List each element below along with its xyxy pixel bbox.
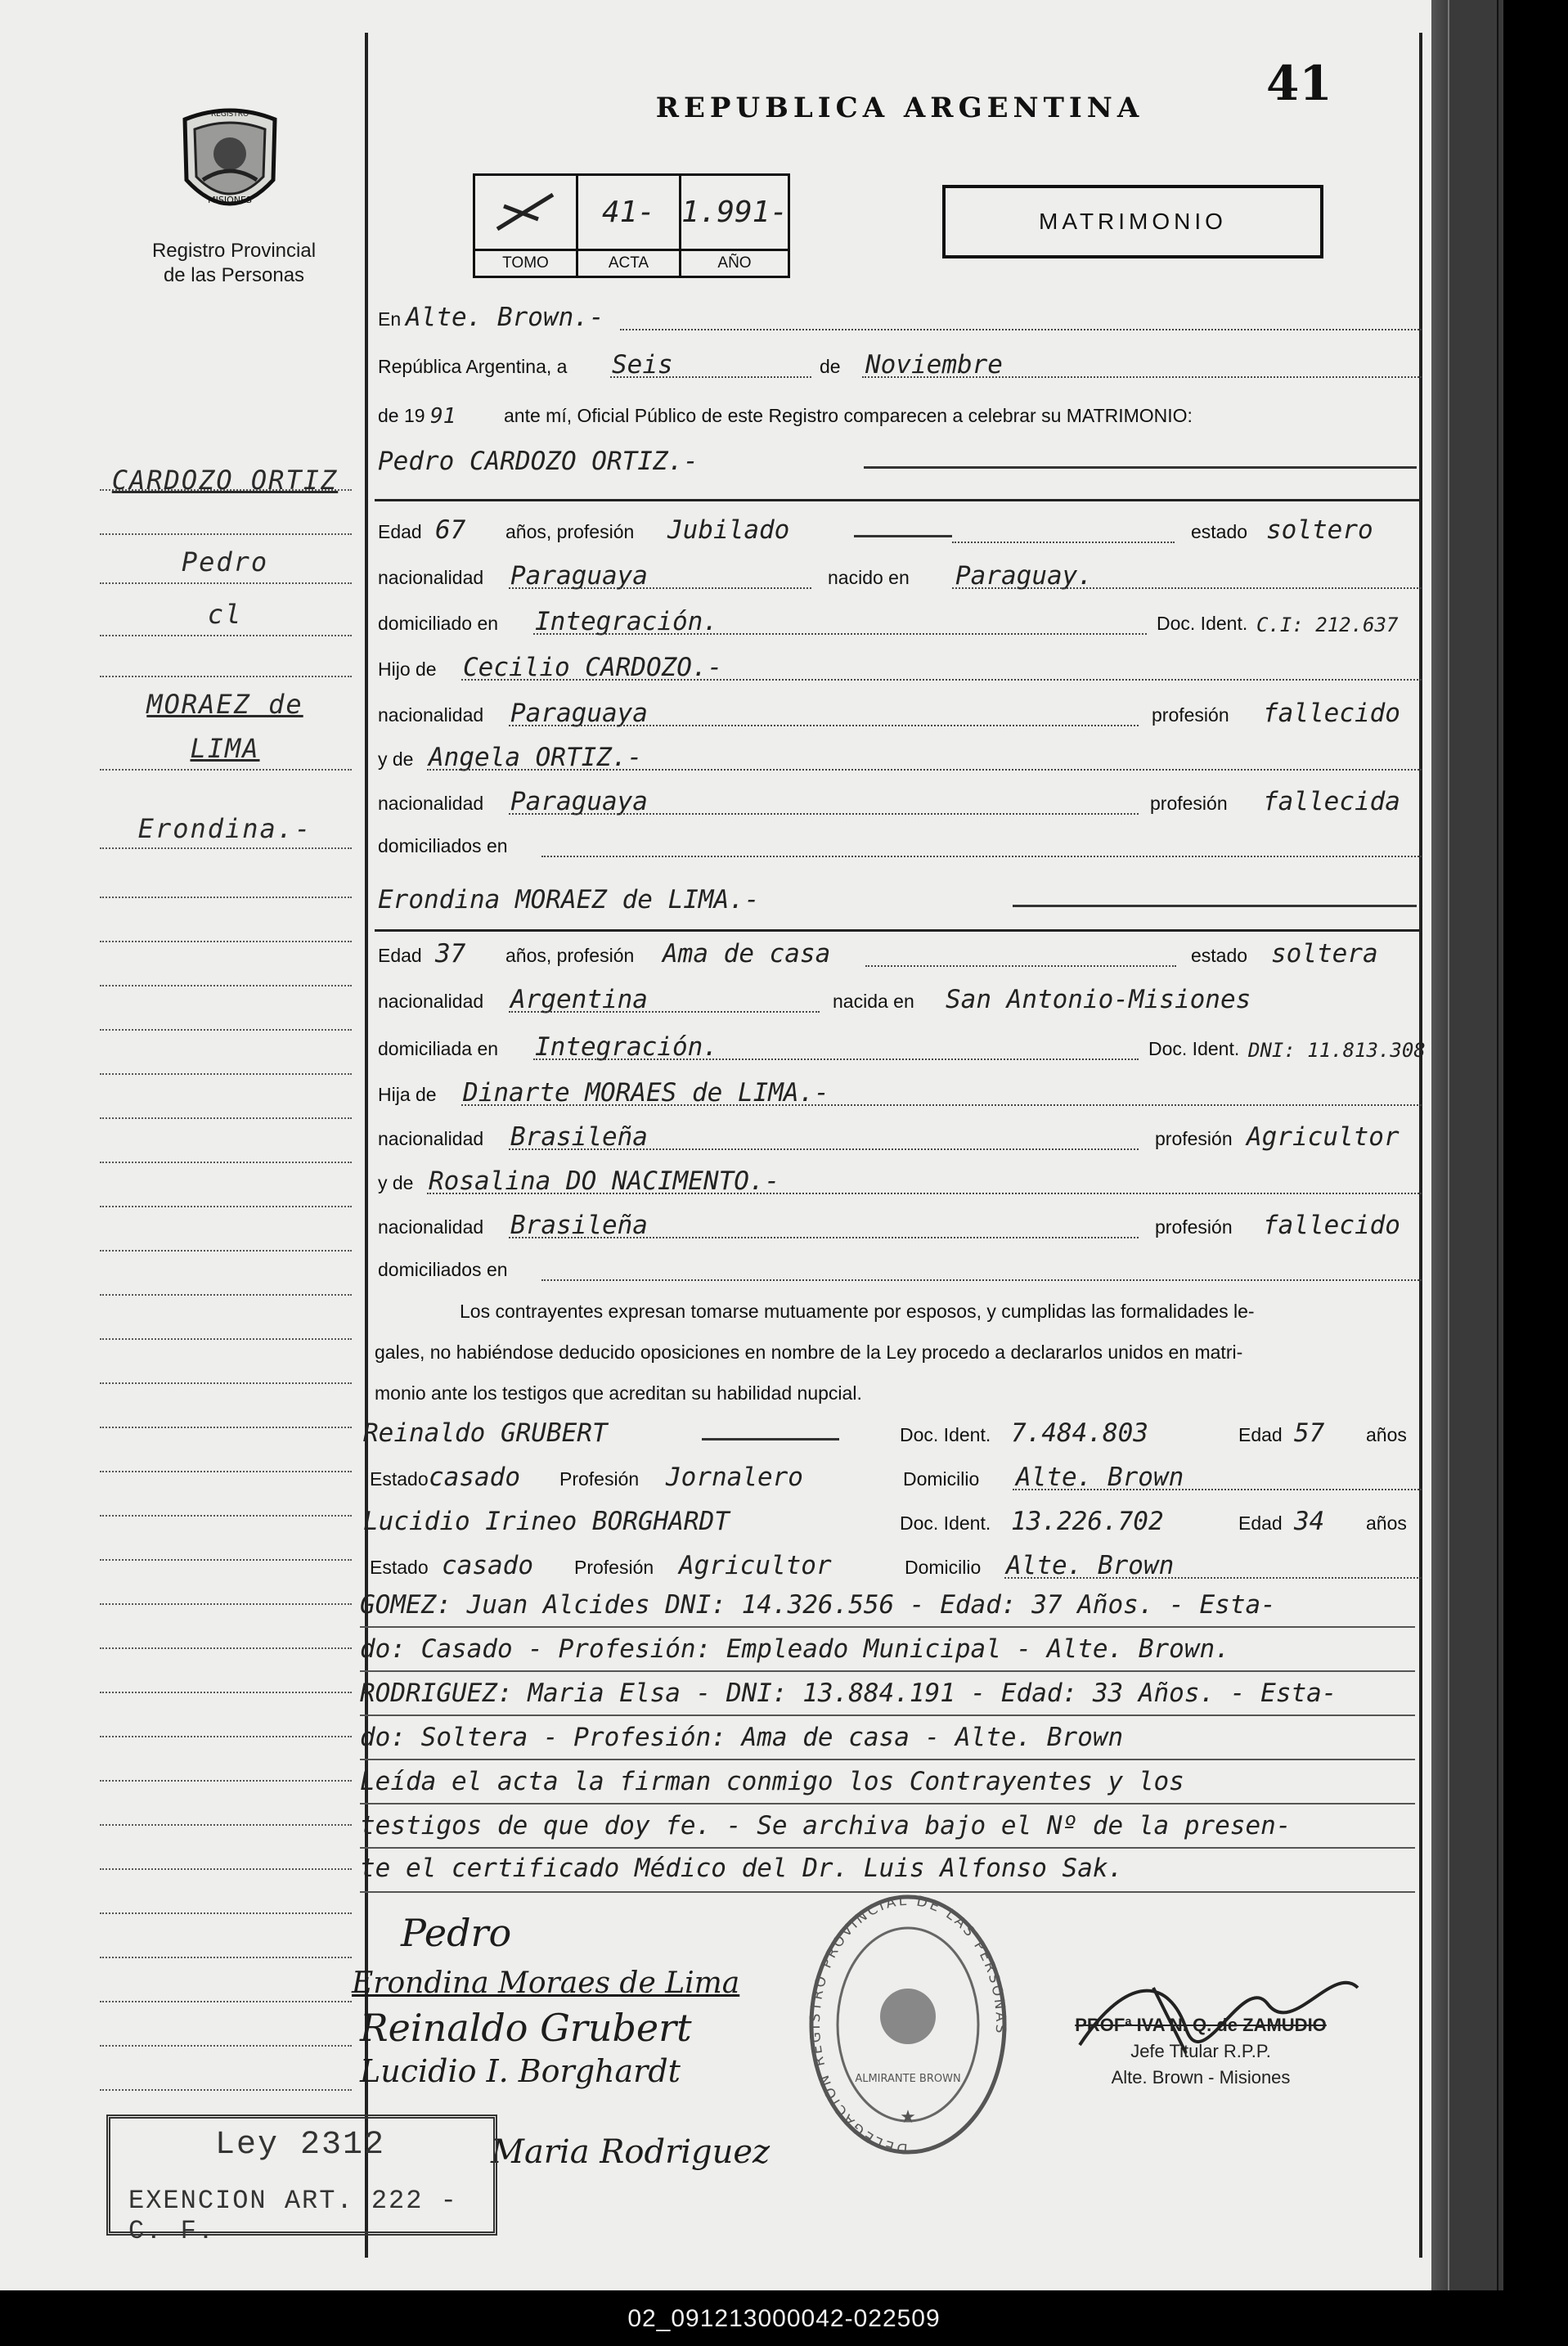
- svg-text:DELEGACION REGISTRO PROVINCIAL: DELEGACION REGISTRO PROVINCIAL DE LAS PERSONAS: [806, 1894, 1009, 2157]
- note-line-6: testigos de que doy fe. - Se archiva bajo el Nº de la presen-: [360, 1811, 1292, 1840]
- signature-witness-1: Reinaldo Grubert: [360, 2006, 692, 2050]
- year-number: 1.991-: [681, 196, 788, 229]
- bride-birthplace: San Antonio-Misiones: [946, 985, 1251, 1014]
- groom-birthplace: Paraguay.: [955, 561, 1093, 591]
- tomo-cell: TOMO: [475, 176, 578, 276]
- book-binding: [1431, 0, 1503, 2290]
- tomo-slash-mark: [492, 188, 558, 237]
- note-line-1: GOMEZ: Juan Alcides DNI: 14.326.556 - Edad: 37 Años. - Esta-: [360, 1590, 1276, 1620]
- groom-father-profession: fallecido: [1263, 699, 1400, 728]
- margin-note-first-name: Pedro: [181, 546, 269, 578]
- note-line-7: te el certificado Médico del Dr. Luis Alfonso Sak.: [360, 1854, 1124, 1883]
- day-value: Seis: [612, 350, 673, 380]
- groom-age-row: Edad 67 años, profesión Jubilado estado soltero: [378, 515, 1373, 545]
- place-value: Alte. Brown.-: [406, 303, 604, 332]
- groom-mother-profession: fallecida: [1263, 787, 1400, 816]
- groom-name: Pedro CARDOZO ORTIZ.-: [378, 447, 699, 476]
- declaration-paragraph: Los contrayentes expresan tomarse mutuamente por esposos, y cumplidas las formalidades le- gales, no habiéndose deducido oposiciones en nombre de la Ley procedo a declararlos unidos en matri- monio ante los testigos que acreditan su habilidad nupcial.: [375, 1301, 1255, 1404]
- register-reference-box: [473, 173, 790, 278]
- groom-father-nationality: Paraguaya: [510, 699, 648, 728]
- bride-nationality: Argentina: [510, 985, 648, 1014]
- acta-cell: 41- ACTA: [578, 176, 681, 276]
- signature-witness-3: Maria Rodriguez: [491, 2133, 771, 2171]
- groom-domicile-row: domiciliado en Integración. Doc. Ident. C.I: 212.637: [378, 607, 1399, 636]
- officer-block: [1054, 2012, 1348, 2091]
- year-row: de 19 91 ante mí, Oficial Público de este Registro comparecen a celebrar su MATRIMONIO:: [378, 404, 1193, 429]
- svg-text:ALMIRANTE BROWN: ALMIRANTE BROWN: [855, 2073, 961, 2085]
- bride-mother-row: y de Rosalina DO NACIMENTO.-: [375, 1163, 1422, 1201]
- margin-note-bride-surname: MORAEZ de: [146, 689, 303, 720]
- groom-nationality-row: nacionalidad Paraguaya nacido en Paraguay.: [375, 558, 1422, 595]
- date-row: República Argentina, a Seis de Noviembre: [375, 347, 1422, 384]
- groom-parents-domicile-row: domiciliados en: [375, 826, 1422, 864]
- bride-profession: Ama de casa: [663, 939, 831, 969]
- bride-father-nationality-row: nacionalidad Brasileña profesión Agricultor: [378, 1122, 1400, 1152]
- witness-2-detail-row: Estado casado Profesión Agricultor Domicilio Alte. Brown: [375, 1548, 1422, 1585]
- scan-file-id: 02_091213000042-022509: [627, 2305, 941, 2332]
- signature-groom: Pedro: [401, 1911, 512, 1955]
- exemption-stamp: [106, 2115, 497, 2246]
- witness-1-doc: 7.484.803: [1011, 1418, 1148, 1448]
- groom-father: Cecilio CARDOZO.-: [463, 653, 723, 682]
- bride-domicile: Integración.: [535, 1032, 718, 1062]
- officer-location: Alte. Brown - Misiones: [1111, 2067, 1291, 2088]
- groom-mother-row: y de Angela ORTIZ.-: [375, 739, 1422, 777]
- bride-domicile-row: domiciliada en Integración. Doc. Ident. DNI: 11.813.308: [378, 1032, 1426, 1062]
- bride-doc-id: DNI: 11.813.308: [1248, 1039, 1426, 1062]
- exemption-law: Ley 2312: [215, 2127, 386, 2164]
- groom-nationality: Paraguaya: [510, 561, 648, 591]
- groom-name-row: [375, 443, 1422, 481]
- bride-father-nationality: Brasileña: [510, 1122, 648, 1152]
- bride-father: Dinarte MORAES de LIMA.-: [463, 1078, 829, 1108]
- country-heading: REPUBLICA ARGENTINA: [655, 92, 1144, 124]
- provincial-crest-logo: [178, 105, 281, 219]
- margin-note-bride-surname-2: LIMA: [190, 733, 260, 764]
- officer-name: PROFª IVA N. Q. de ZAMUDIO: [1075, 2015, 1327, 2035]
- page-number: 41: [1266, 56, 1332, 111]
- groom-mother-nationality-row: nacionalidad Paraguaya profesión fallecida: [378, 787, 1400, 816]
- witness-2-age: 34: [1294, 1507, 1325, 1536]
- witness-1-profession: Jornalero: [666, 1463, 803, 1492]
- signature-bride: Erondina Moraes de Lima: [352, 1966, 740, 2000]
- bride-mother-nationality: Brasileña: [510, 1211, 648, 1240]
- witness-2-name: Lucidio Irineo BORGHARDT: [363, 1507, 730, 1536]
- registry-name: Registro Provincial de las Personas: [151, 240, 317, 286]
- svg-text:REGISTRO: REGISTRO: [210, 110, 249, 119]
- bride-parents-domicile-row: domiciliados en: [375, 1250, 1422, 1288]
- witness-2-domicile: Alte. Brown: [1006, 1551, 1175, 1580]
- bride-father-row: Hija de Dinarte MORAES de LIMA.-: [375, 1075, 1422, 1112]
- margin-note-bride-first-name: Erondina.-: [137, 813, 312, 844]
- year-value: 91: [430, 404, 456, 429]
- official-registry-seal: [806, 1894, 1010, 2172]
- svg-text:MISIONES: MISIONES: [208, 195, 252, 205]
- groom-father-nationality-row: nacionalidad Paraguaya profesión fallecido: [378, 699, 1400, 728]
- groom-profession: Jubilado: [667, 515, 790, 545]
- bride-age: 37: [435, 939, 466, 969]
- witness-2-doc: 13.226.702: [1011, 1507, 1164, 1536]
- bride-name-row: [375, 882, 1422, 919]
- signature-witness-2: Lucidio I. Borghardt: [360, 2053, 681, 2089]
- witness-1-domicile: Alte. Brown: [1016, 1463, 1184, 1492]
- bride-nationality-row: nacionalidad Argentina nacida en San Antonio-Misiones: [378, 985, 1251, 1014]
- witness-1-status: casado: [429, 1463, 520, 1492]
- month-value: Noviembre: [865, 350, 1003, 380]
- margin-divider: [365, 33, 368, 2258]
- groom-mother: Angela ORTIZ.-: [429, 743, 643, 772]
- year-cell: 1.991- AÑO: [681, 176, 788, 276]
- acta-number: 41-: [601, 196, 655, 229]
- note-line-5: Leída el acta la firman conmigo los Contrayentes y los: [360, 1767, 1184, 1796]
- bride-mother-profession: fallecido: [1263, 1211, 1400, 1240]
- witness-1-detail-row: Estado casado Profesión Jornalero Domicilio Alte. Brown: [375, 1459, 1422, 1497]
- exemption-article: EXENCION ART. 222 - C. F.: [128, 2186, 458, 2246]
- groom-domicile: Integración.: [535, 607, 718, 636]
- bride-father-profession: Agricultor: [1247, 1122, 1400, 1152]
- bride-age-row: Edad 37 años, profesión Ama de casa estado soltera: [378, 939, 1378, 969]
- svg-text:★: ★: [900, 2106, 916, 2127]
- bride-mother: Rosalina DO NACIMENTO.-: [429, 1166, 780, 1196]
- bride-marital-status: soltera: [1271, 939, 1378, 969]
- place-row: En Alte. Brown.-: [375, 299, 1422, 337]
- note-line-3: RODRIGUEZ: Maria Elsa - DNI: 13.884.191 - Edad: 33 Años. - Esta-: [360, 1679, 1337, 1708]
- groom-mother-nationality: Paraguaya: [510, 787, 648, 816]
- witness-1-row: Reinaldo GRUBERT Doc. Ident. 7.484.803 Edad 57 años: [363, 1418, 1407, 1448]
- groom-marital-status: soltero: [1266, 515, 1373, 545]
- bride-mother-nationality-row: nacionalidad Brasileña profesión fallecido: [378, 1211, 1400, 1240]
- witness-1-age: 57: [1294, 1418, 1325, 1448]
- bride-name: Erondina MORAEZ de LIMA.-: [378, 885, 760, 915]
- groom-father-row: Hijo de Cecilio CARDOZO.-: [375, 649, 1422, 687]
- witness-2-profession: Agricultor: [679, 1551, 832, 1580]
- document-type-box: MATRIMONIO: [942, 185, 1323, 258]
- note-line-2: do: Casado - Profesión: Empleado Municipal - Alte. Brown.: [360, 1634, 1230, 1664]
- groom-doc-id: C.I: 212.637: [1256, 613, 1399, 636]
- witness-2-row: Lucidio Irineo BORGHARDT Doc. Ident. 13.226.702 Edad 34 años: [363, 1507, 1407, 1536]
- witness-2-status: casado: [442, 1551, 533, 1580]
- officer-title: Jefe Titular R.P.P.: [1130, 2041, 1271, 2061]
- witness-1-name: Reinaldo GRUBERT: [363, 1418, 608, 1448]
- margin-note-surname: CARDOZO ORTIZ: [111, 465, 339, 496]
- groom-age: 67: [435, 515, 466, 545]
- note-line-4: do: Soltera - Profesión: Ama de casa - Alte. Brown: [360, 1723, 1124, 1752]
- margin-note-connector: cl: [207, 599, 243, 630]
